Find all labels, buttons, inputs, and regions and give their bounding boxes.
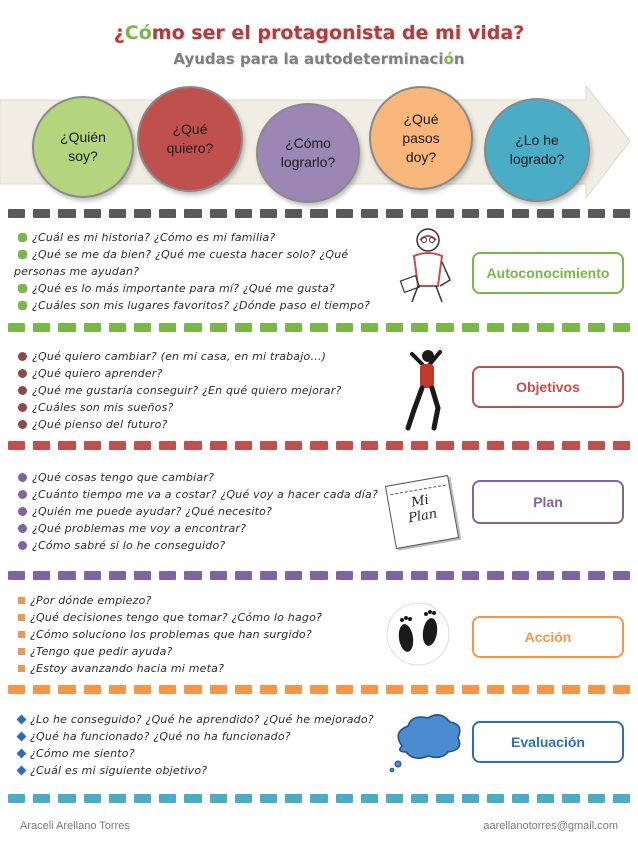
dash-segment: [184, 794, 201, 803]
dash-segment: [462, 685, 479, 694]
dash-segment: [58, 685, 75, 694]
dash-segment: [537, 685, 554, 694]
dash-segment: [109, 323, 126, 332]
list-item: [18, 416, 341, 433]
dash-segment: [8, 323, 25, 332]
dash-segment: [613, 794, 630, 803]
dash-segment: [411, 571, 428, 580]
dash-segment: [562, 441, 579, 450]
dash-segment: [159, 571, 176, 580]
question-text: ¿Qué es lo más importante para mí? ¿Qué me gusta?: [32, 282, 335, 295]
dash-segment: [336, 209, 353, 218]
square-bullet-icon: [18, 631, 25, 638]
question-text: ¿Qué quiero aprender?: [32, 367, 163, 380]
circle-bullet-icon: [18, 420, 27, 429]
dash-segment: [462, 323, 479, 332]
dash-segment: [84, 441, 101, 450]
dash-segment: [512, 209, 529, 218]
question-text: ¿Cuánto tiempo me va a costar? ¿Qué voy a hacer cada día?: [32, 488, 378, 501]
dash-segment: [310, 571, 327, 580]
list-item: [18, 229, 370, 246]
separator-orange: [8, 685, 630, 694]
list-item: [18, 246, 370, 263]
dash-segment: [386, 323, 403, 332]
dash-segment: [336, 794, 353, 803]
dash-segment: [210, 441, 227, 450]
title-text: mo ser el protagonista de mi vida: [151, 22, 514, 44]
dash-segment: [84, 685, 101, 694]
dash-segment: [462, 794, 479, 803]
dash-segment: [562, 571, 579, 580]
dash-segment: [588, 794, 605, 803]
dash-segment: [285, 209, 302, 218]
list-item: [18, 348, 341, 365]
dash-segment: [310, 685, 327, 694]
dash-segment: [184, 685, 201, 694]
dash-segment: [33, 441, 50, 450]
list-item: [18, 382, 341, 399]
step-line: lograrlo?: [280, 154, 336, 170]
list-item: [18, 745, 374, 762]
questions-accion: [18, 592, 322, 677]
list-item: [14, 263, 370, 280]
dash-segment: [411, 209, 428, 218]
question-text: ¿Quién me puede ayudar? ¿Qué necesito?: [32, 505, 273, 518]
notepad-text-line-1: Mi: [410, 492, 431, 511]
dash-segment: [260, 441, 277, 450]
dash-segment: [512, 794, 529, 803]
step-line: ¿Cómo: [285, 135, 331, 151]
dash-segment: [134, 209, 151, 218]
dash-segment: [84, 209, 101, 218]
dash-segment: [8, 209, 25, 218]
dash-segment: [109, 794, 126, 803]
question-text: ¿Cómo soluciono los problemas que han surgido?: [30, 628, 312, 641]
dash-segment: [562, 323, 579, 332]
step-line: ¿Qué: [172, 121, 208, 137]
question-text: ¿Lo he conseguido? ¿Qué he aprendido? ¿Qué he mejorado?: [30, 713, 374, 726]
dash-segment: [310, 794, 327, 803]
dash-segment: [109, 571, 126, 580]
dash-segment: [512, 323, 529, 332]
subtitle-end: n: [453, 50, 465, 68]
dash-segment: [8, 571, 25, 580]
question-text: ¿Cuál es mi siguiente objetivo?: [30, 764, 208, 777]
dash-segment: [260, 794, 277, 803]
dash-segment: [361, 571, 378, 580]
question-text: ¿Estoy avanzando hacia mi meta?: [30, 662, 225, 675]
dash-segment: [84, 571, 101, 580]
step-line: ¿Qué: [403, 110, 439, 127]
diamond-bullet-icon: [17, 715, 27, 725]
notepad-text-line-2: Plan: [407, 506, 439, 527]
label-plan: Plan: [472, 480, 624, 524]
square-bullet-icon: [18, 648, 25, 655]
dash-segment: [159, 209, 176, 218]
dash-segment: [184, 209, 201, 218]
puzzle-bullet-icon: [18, 284, 27, 293]
separator-gray: [8, 209, 630, 218]
dash-segment: [58, 571, 75, 580]
square-bullet-icon: [18, 614, 25, 621]
step-line: logrado?: [509, 151, 565, 167]
dash-segment: [184, 323, 201, 332]
title-accent: ó: [138, 22, 152, 44]
dash-segment: [285, 441, 302, 450]
dash-segment: [361, 441, 378, 450]
dash-segment: [285, 323, 302, 332]
dash-segment: [84, 323, 101, 332]
dash-segment: [613, 441, 630, 450]
dash-segment: [210, 571, 227, 580]
question-text: ¿Qué decisiones tengo que tomar? ¿Cómo lo hago?: [30, 611, 323, 624]
dash-segment: [386, 209, 403, 218]
dash-segment: [184, 441, 201, 450]
step-circle-how-to-achieve: [256, 103, 360, 203]
dash-segment: [462, 571, 479, 580]
dash-segment: [8, 794, 25, 803]
list-item: [18, 592, 322, 609]
dash-segment: [588, 323, 605, 332]
list-item: [18, 280, 370, 297]
dash-segment: [436, 794, 453, 803]
dash-segment: [562, 209, 579, 218]
subtitle-accent: ó: [443, 50, 454, 68]
list-item: [18, 643, 322, 660]
question-text: ¿Qué me gustaría conseguir? ¿En qué quiero mejorar?: [32, 384, 342, 397]
step-circle-what-steps: [369, 86, 473, 190]
dash-segment: [285, 685, 302, 694]
dash-segment: [235, 571, 252, 580]
list-item: [18, 609, 322, 626]
dash-segment: [386, 571, 403, 580]
dash-segment: [134, 794, 151, 803]
separator-teal: [8, 794, 630, 803]
dash-segment: [512, 441, 529, 450]
circle-bullet-icon: [18, 369, 27, 378]
dash-segment: [134, 685, 151, 694]
disc-bullet-icon: [18, 507, 27, 516]
dash-segment: [436, 441, 453, 450]
list-item: [18, 537, 378, 554]
dash-segment: [588, 571, 605, 580]
dash-segment: [361, 323, 378, 332]
dash-segment: [537, 571, 554, 580]
questions-autoconocimiento: [14, 229, 371, 314]
dash-segment: [336, 441, 353, 450]
dash-segment: [8, 441, 25, 450]
dash-segment: [58, 441, 75, 450]
step-circle-achieved: [484, 98, 590, 202]
dash-segment: [436, 571, 453, 580]
dash-segment: [310, 441, 327, 450]
dash-segment: [487, 323, 504, 332]
question-text: ¿Cuál es mi historia? ¿Cómo es mi familia?: [32, 231, 276, 244]
dash-segment: [235, 441, 252, 450]
dash-segment: [487, 209, 504, 218]
separator-purple: [8, 571, 630, 580]
label-objetivos: Objetivos: [472, 366, 624, 408]
dash-segment: [159, 685, 176, 694]
question-text: ¿Qué se me da bien? ¿Qué me cuesta hacer solo? ¿Qué: [32, 248, 349, 261]
thinking-person-icon: [398, 226, 454, 306]
dash-segment: [33, 794, 50, 803]
puzzle-bullet-icon: [18, 301, 27, 310]
runner-icon: [400, 346, 448, 432]
dash-segment: [235, 209, 252, 218]
dash-segment: [184, 571, 201, 580]
dash-segment: [260, 209, 277, 218]
label-accion: Acción: [472, 616, 624, 658]
dash-segment: [33, 323, 50, 332]
step-line: ¿Lo he: [515, 132, 559, 148]
disc-bullet-icon: [18, 541, 27, 550]
dash-segment: [537, 794, 554, 803]
thought-cloud-icon: [388, 712, 464, 772]
question-text: ¿Por dónde empiezo?: [30, 594, 152, 607]
dash-segment: [109, 685, 126, 694]
puzzle-bullet-icon: [18, 250, 27, 259]
dash-segment: [134, 441, 151, 450]
dash-segment: [210, 685, 227, 694]
dash-segment: [411, 441, 428, 450]
circle-bullet-icon: [18, 403, 27, 412]
dash-segment: [613, 323, 630, 332]
list-item: [18, 469, 378, 486]
dash-segment: [613, 685, 630, 694]
title-open-mark: ¿: [113, 22, 125, 44]
dash-segment: [285, 571, 302, 580]
dash-segment: [310, 209, 327, 218]
dash-segment: [562, 794, 579, 803]
step-circle-what-do-i-want: [137, 86, 243, 192]
questions-objetivos: [18, 348, 341, 433]
dash-segment: [613, 209, 630, 218]
list-item: [18, 762, 374, 779]
dash-segment: [588, 685, 605, 694]
question-text: ¿Cuáles son mis lugares favoritos? ¿Dónde paso el tiempo?: [32, 299, 371, 312]
diamond-bullet-icon: [17, 749, 27, 759]
dash-segment: [84, 794, 101, 803]
dash-segment: [109, 441, 126, 450]
dash-segment: [487, 441, 504, 450]
question-text: personas me ayudan?: [14, 265, 140, 278]
dash-segment: [285, 794, 302, 803]
question-text: ¿Qué cosas tengo que cambiar?: [32, 471, 215, 484]
title-close-mark: ?: [513, 22, 525, 44]
dash-segment: [159, 441, 176, 450]
dash-segment: [33, 209, 50, 218]
list-item: [18, 728, 374, 745]
separator-green: [8, 323, 630, 332]
dash-segment: [386, 685, 403, 694]
dash-segment: [134, 571, 151, 580]
dash-segment: [235, 323, 252, 332]
dash-segment: [8, 685, 25, 694]
dash-segment: [588, 209, 605, 218]
question-text: ¿Qué problemas me voy a encontrar?: [32, 522, 247, 535]
list-item: [18, 626, 322, 643]
dash-segment: [487, 571, 504, 580]
diamond-bullet-icon: [17, 732, 27, 742]
diamond-bullet-icon: [17, 766, 27, 776]
dash-segment: [487, 794, 504, 803]
dash-segment: [210, 209, 227, 218]
question-text: ¿Qué pienso del futuro?: [32, 418, 168, 431]
list-item: [18, 711, 374, 728]
dash-segment: [562, 685, 579, 694]
dash-segment: [58, 323, 75, 332]
dash-segment: [109, 209, 126, 218]
dash-segment: [386, 441, 403, 450]
list-item: [18, 520, 378, 537]
dash-segment: [512, 571, 529, 580]
dash-segment: [436, 209, 453, 218]
dash-segment: [613, 571, 630, 580]
dash-segment: [336, 685, 353, 694]
step-line: soy?: [68, 148, 98, 164]
circle-bullet-icon: [18, 352, 27, 361]
subtitle-text: Ayudas para la autodeterminaci: [173, 50, 444, 68]
square-bullet-icon: [18, 665, 25, 672]
label-evaluacion: Evaluación: [472, 721, 624, 763]
dash-segment: [159, 323, 176, 332]
question-text: ¿Qué ha funcionado? ¿Qué no ha funcionado?: [30, 730, 291, 743]
step-line: doy?: [405, 148, 437, 165]
square-bullet-icon: [18, 597, 25, 604]
dash-segment: [235, 685, 252, 694]
dash-segment: [512, 685, 529, 694]
dash-segment: [336, 323, 353, 332]
dash-segment: [537, 323, 554, 332]
footer-email: aarellanotorres@gmail.com: [483, 820, 618, 832]
dash-segment: [361, 685, 378, 694]
question-text: ¿Cuáles son mis sueños?: [32, 401, 174, 414]
dash-segment: [588, 441, 605, 450]
step-line: quiero?: [166, 140, 214, 156]
dash-segment: [537, 209, 554, 218]
dash-segment: [436, 685, 453, 694]
dash-segment: [310, 323, 327, 332]
list-item: [18, 365, 341, 382]
list-item: [18, 503, 378, 520]
dash-segment: [361, 209, 378, 218]
dash-segment: [33, 571, 50, 580]
dash-segment: [235, 794, 252, 803]
circle-bullet-icon: [18, 386, 27, 395]
disc-bullet-icon: [18, 490, 27, 499]
dash-segment: [260, 571, 277, 580]
dash-segment: [260, 685, 277, 694]
puzzle-bullet-icon: [18, 233, 27, 242]
list-item: [18, 660, 322, 677]
question-text: ¿Qué quiero cambiar? (en mi casa, en mi trabajo…): [32, 350, 327, 363]
label-autoconocimiento: Autoconocimiento: [472, 252, 624, 294]
dash-segment: [537, 441, 554, 450]
disc-bullet-icon: [18, 473, 27, 482]
questions-plan: [18, 469, 378, 554]
question-text: ¿Tengo que pedir ayuda?: [30, 645, 173, 658]
list-item: [18, 486, 378, 503]
dash-segment: [336, 571, 353, 580]
dash-segment: [411, 794, 428, 803]
separator-red: [8, 441, 630, 450]
dash-segment: [58, 794, 75, 803]
notepad-icon: [385, 475, 459, 549]
dash-segment: [462, 209, 479, 218]
step-line: pasos: [402, 129, 440, 146]
title-first-letter: C: [124, 22, 139, 44]
footer-author: Araceli Arellano Torres: [20, 820, 130, 832]
dash-segment: [210, 794, 227, 803]
dash-segment: [411, 323, 428, 332]
dash-segment: [386, 794, 403, 803]
dash-segment: [436, 323, 453, 332]
question-text: ¿Cómo sabré si lo he conseguido?: [32, 539, 226, 552]
dash-segment: [159, 794, 176, 803]
dash-segment: [462, 441, 479, 450]
dash-segment: [487, 685, 504, 694]
page-title: [0, 22, 638, 44]
footprints-icon: [386, 600, 450, 668]
dash-segment: [210, 323, 227, 332]
disc-bullet-icon: [18, 524, 27, 533]
page-subtitle: [0, 50, 638, 68]
dash-segment: [58, 209, 75, 218]
questions-evaluacion: [18, 711, 374, 779]
list-item: [18, 297, 370, 314]
step-line: ¿Quién: [60, 129, 106, 145]
step-circle-who-am-i: [32, 96, 134, 198]
dash-segment: [361, 794, 378, 803]
dash-segment: [33, 685, 50, 694]
question-text: ¿Cómo me siento?: [30, 747, 135, 760]
dash-segment: [411, 685, 428, 694]
list-item: [18, 399, 341, 416]
dash-segment: [260, 323, 277, 332]
dash-segment: [134, 323, 151, 332]
